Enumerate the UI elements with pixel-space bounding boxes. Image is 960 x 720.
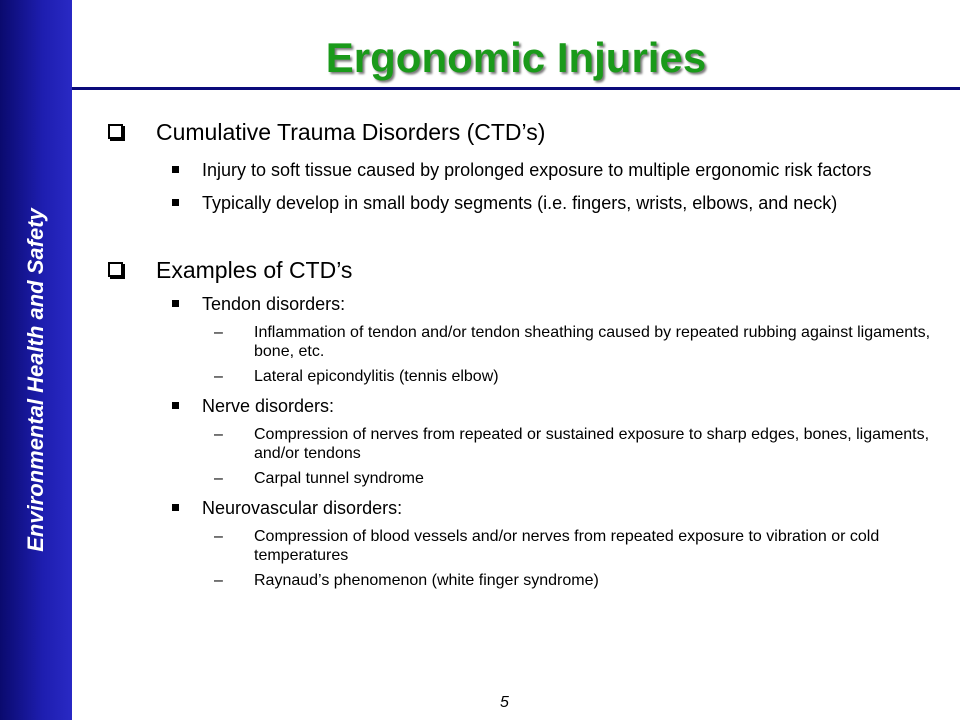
title-divider bbox=[72, 87, 960, 90]
page-number: 5 bbox=[500, 694, 509, 711]
dash-bullet-icon: – bbox=[214, 572, 223, 589]
sub-list-item-text: Compression of nerves from repeated or sustained exposure to sharp edges, bones, ligaments, and/or tendons bbox=[254, 426, 930, 462]
square-bullet-icon bbox=[172, 300, 179, 307]
list-item bbox=[100, 294, 940, 315]
slide-content bbox=[100, 118, 940, 590]
sub-list-item bbox=[100, 527, 940, 565]
square-bullet-icon bbox=[172, 199, 179, 206]
sub-list-item bbox=[100, 469, 940, 488]
list-item bbox=[100, 396, 940, 417]
section-heading bbox=[100, 256, 940, 284]
dash-bullet-icon: – bbox=[214, 528, 223, 545]
square-bullet-icon bbox=[172, 402, 179, 409]
slide-title: Ergonomic Injuries bbox=[325, 34, 707, 81]
checkbox-bullet-icon bbox=[108, 124, 123, 139]
sub-list-item-text: Raynaud’s phenomenon (white finger syndrome) bbox=[254, 572, 599, 589]
sidebar-label: Environmental Health and Safety bbox=[23, 208, 48, 552]
sub-list-item bbox=[100, 571, 940, 590]
square-bullet-icon bbox=[172, 166, 179, 173]
sub-list-item-text: Lateral epicondylitis (tennis elbow) bbox=[254, 368, 499, 385]
dash-bullet-icon: – bbox=[214, 324, 223, 341]
checkbox-bullet-icon bbox=[108, 262, 123, 277]
list-item bbox=[100, 498, 940, 519]
dash-bullet-icon: – bbox=[214, 426, 223, 443]
section-heading-text: Examples of CTD’s bbox=[156, 257, 353, 283]
sub-list-item-text: Inflammation of tendon and/or tendon sheathing caused by repeated rubbing against ligaments, bone, etc. bbox=[254, 324, 931, 360]
square-bullet-icon bbox=[172, 504, 179, 511]
list-item-text: Injury to soft tissue caused by prolonged exposure to multiple ergonomic risk factors bbox=[202, 160, 872, 180]
section-heading-text: Cumulative Trauma Disorders (CTD’s) bbox=[156, 119, 546, 145]
list-item-text: Neurovascular disorders: bbox=[202, 498, 403, 518]
list-item bbox=[100, 193, 940, 214]
list-item bbox=[100, 160, 940, 181]
sub-list-item bbox=[100, 425, 940, 463]
list-item-text: Nerve disorders: bbox=[202, 396, 335, 416]
list-item-text: Tendon disorders: bbox=[202, 294, 346, 314]
sub-list-item-text: Carpal tunnel syndrome bbox=[254, 470, 424, 487]
section-heading bbox=[100, 118, 940, 146]
sub-list-item bbox=[100, 323, 940, 361]
sidebar-band bbox=[0, 0, 72, 720]
list-item-text: Typically develop in small body segments (i.e. fingers, wrists, elbows, and neck) bbox=[202, 193, 838, 213]
dash-bullet-icon: – bbox=[214, 368, 223, 385]
sub-list-item bbox=[100, 367, 940, 386]
dash-bullet-icon: – bbox=[214, 470, 223, 487]
sub-list-item-text: Compression of blood vessels and/or nerves from repeated exposure to vibration or cold temperatures bbox=[254, 528, 880, 564]
